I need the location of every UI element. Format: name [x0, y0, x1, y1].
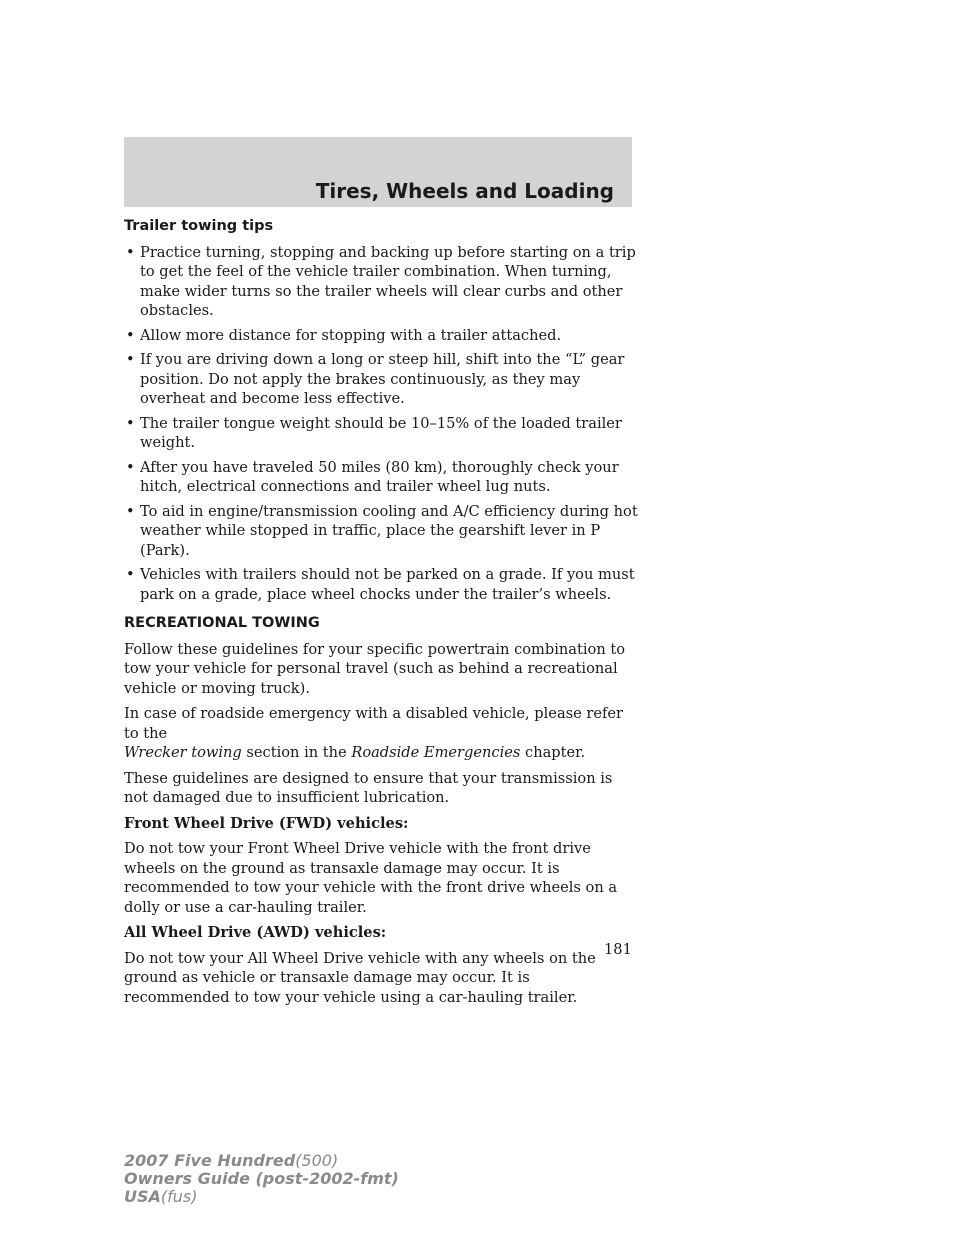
roadside-emergencies-reference: Roadside Emergencies — [351, 744, 521, 761]
bullet-icon: • — [126, 414, 135, 432]
list-item-text: Vehicles with trailers should not be parked on a grade. If you must park on a grade, place wheel chocks under the trailer’s wheels. — [140, 566, 635, 603]
list-item-text: To aid in engine/transmission cooling and A/C efficiency during hot weather while stopped in traffic, place the gearshift lever in P (Park). — [140, 502, 638, 559]
emergency-text-post: chapter. — [525, 744, 586, 761]
footer-market: USA — [124, 1187, 161, 1206]
fwd-heading: Front Wheel Drive (FWD) vehicles: — [124, 814, 409, 832]
bullet-icon: • — [126, 566, 135, 583]
recreational-towing-heading: RECREATIONAL TOWING — [124, 615, 320, 631]
list-item — [124, 414, 639, 453]
awd-paragraph: Do not tow your All Wheel Drive vehicle with any wheels on the ground as vehicle or transaxle damage may occur. It is recommended to tow your vehicle using a car-hauling trailer. — [124, 949, 596, 1006]
recreational-intro: Follow these guidelines for your specific powertrain combination to tow your vehicle for personal travel (such as behind a recreational vehicle or moving truck). — [124, 640, 626, 697]
trailer-tips-list — [124, 243, 639, 605]
page-content — [124, 217, 639, 1013]
fwd-paragraph: Do not tow your Front Wheel Drive vehicle with the front drive wheels on the ground as transaxle damage may occur. It is recommended to tow your vehicle with the front drive wheels on a dolly or use a car-hauling trailer. — [124, 840, 618, 916]
footer-model-code: (500) — [295, 1151, 339, 1170]
bullet-icon: • — [126, 502, 135, 520]
emergency-text-mid: section in the — [246, 744, 347, 761]
list-item — [124, 502, 639, 561]
chapter-title: Tires, Wheels and Loading — [315, 179, 614, 203]
bullet-icon: • — [126, 458, 135, 476]
document-footer — [124, 1152, 399, 1206]
emergency-paragraph — [124, 704, 639, 763]
footer-guide-format: Owners Guide (post-2002-fmt) — [124, 1169, 399, 1188]
list-item-text: If you are driving down a long or steep hill, shift into the “L” gear position. Do not apply the brakes continuously, as they may overheat and become less effective. — [140, 351, 625, 407]
list-item — [124, 326, 639, 346]
footer-line-2 — [124, 1170, 399, 1188]
footer-market-code: (fus) — [160, 1187, 198, 1206]
list-item-text: Allow more distance for stopping with a trailer attached. — [140, 326, 562, 344]
page-number: 181 — [604, 941, 632, 958]
guidelines-paragraph: These guidelines are designed to ensure that your transmission is not damaged due to insufficient lubrication. — [124, 769, 613, 806]
list-item-text: Practice turning, stopping and backing up before starting on a trip to get the feel of the vehicle trailer combination. When turning, make wider turns so the trailer wheels will clear curbs and other obstacles. — [140, 243, 636, 319]
list-item — [124, 350, 639, 409]
chapter-header-bar — [124, 137, 632, 207]
list-item — [124, 458, 639, 497]
wrecker-towing-reference: Wrecker towing — [124, 744, 242, 761]
emergency-text-pre: In case of roadside emergency with a disabled vehicle, please refer to the — [124, 705, 624, 742]
list-item — [124, 243, 639, 321]
list-item — [124, 565, 639, 604]
footer-model: 2007 Five Hundred — [124, 1151, 296, 1170]
list-item-text: The trailer tongue weight should be 10–15% of the loaded trailer weight. — [140, 414, 622, 451]
awd-heading: All Wheel Drive (AWD) vehicles: — [124, 924, 387, 941]
bullet-icon: • — [126, 243, 135, 261]
trailer-towing-tips-heading: Trailer towing tips — [124, 218, 274, 234]
footer-line-1 — [124, 1152, 399, 1170]
list-item-text: After you have traveled 50 miles (80 km), thoroughly check your hitch, electrical connections and trailer wheel lug nuts. — [140, 458, 619, 495]
bullet-icon: • — [126, 351, 135, 368]
bullet-icon: • — [126, 326, 135, 344]
footer-line-3 — [124, 1188, 399, 1206]
